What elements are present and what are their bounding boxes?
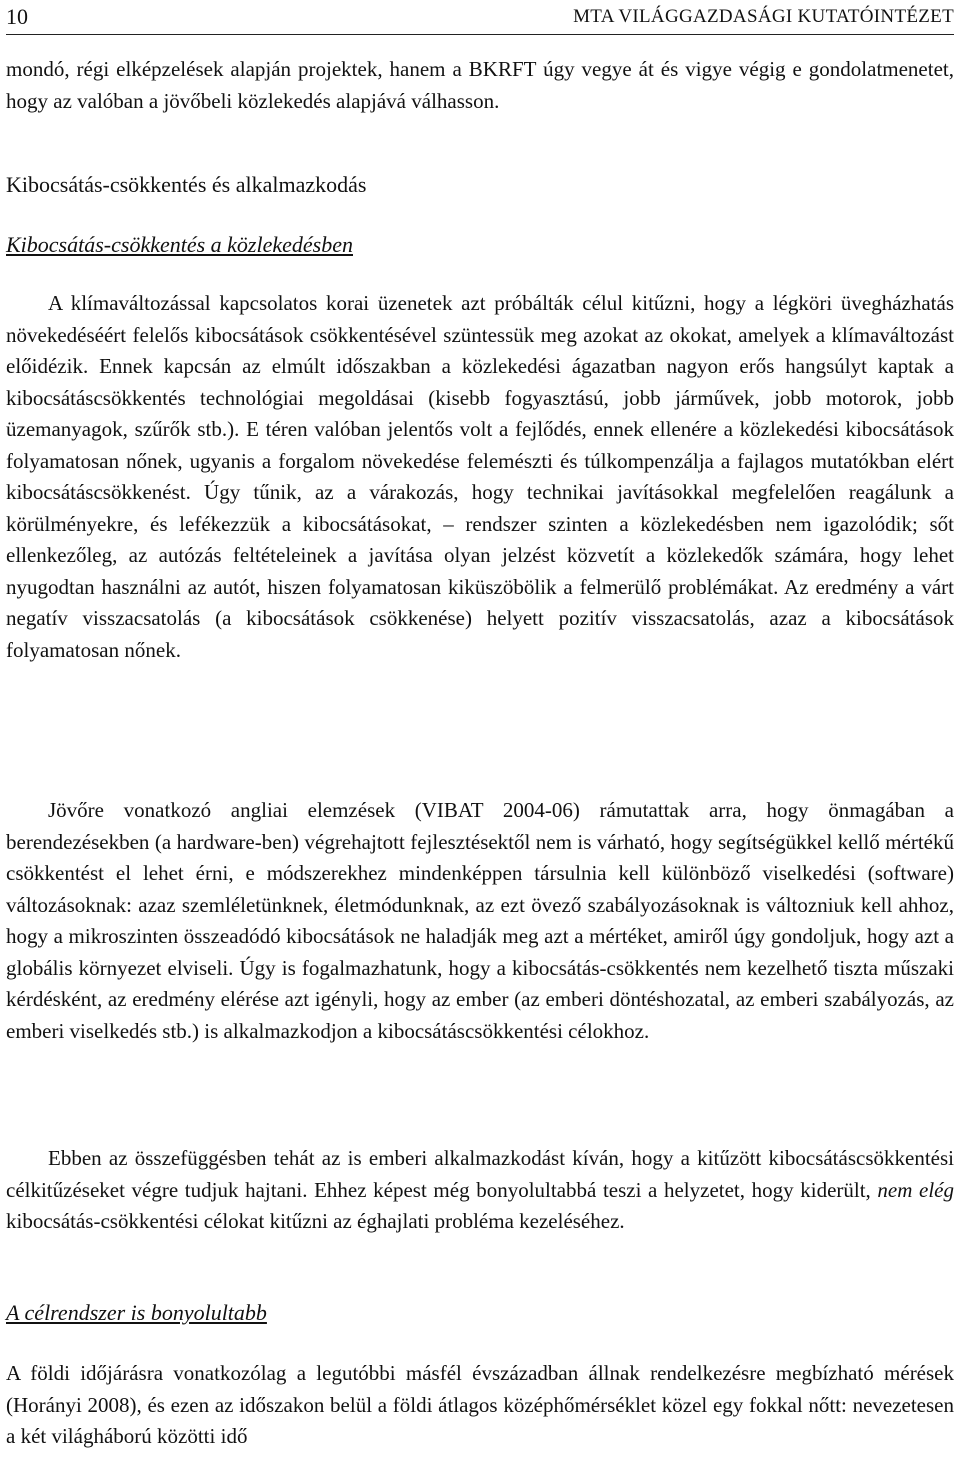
paragraph-2-text: Jövőre vonatkozó angliai elemzések (VIBAT 2004-06) rámutattak arra, hogy önmagában a berendezésekben (a hardware-ben) végrehajtott fejlesztésektől nem is várható, hogy segítségükkel kellő mértékű csökkentést el lehet érni, e módszerekhez mindenképpen társulnia kell különböző viselkedési (software) változásoknak: azaz szemléletünknek, életmódunknak, az ezt övező szabályozásoknak is változniuk kell ahhoz, hogy a mikroszinten összeadódó kibocsátások ne haladják meg azt a mértéket, amiről úgy gondoljuk, hogy azt a globális környezet elviseli. Úgy is fogalmazhatunk, hogy a kibocsátás-csökkentés nem kezelhető tiszta műszaki kérdésként, az eredmény elérése azt igényli, hogy az ember (az emberi döntéshozatal, az emberi szabályozás, az emberi viselkedés stb.) is alkalmazkodjon a kibocsátáscsökkentési célokhoz. (6, 798, 954, 1043)
running-head: MTA VILÁGGAZDASÁGI KUTATÓINTÉZET (573, 6, 954, 27)
section-title: Kibocsátás-csökkentés és alkalmazkodás (6, 172, 367, 197)
page-header (6, 0, 954, 35)
paragraph-3-before: Ebben az összefüggésben tehát az is emberi alkalmazkodást kíván, hogy a kitűzött kibocsátáscsökkentési célkitűzéseket végre tudjuk hajtani. Ehhez képest még bonyolultabbá teszi a helyzetet, hogy kiderült, (6, 1146, 954, 1202)
subsection-title: Kibocsátás-csökkentés a közlekedésben (6, 232, 353, 257)
paragraph-3 (6, 1143, 954, 1238)
paragraph-3-text (6, 1143, 954, 1238)
paragraph-3-emphasis: nem elég (877, 1177, 954, 1202)
paragraph-1 (6, 288, 954, 666)
paragraph-2 (6, 795, 954, 1047)
paragraph-4-text: A földi időjárásra vonatkozólag a legutóbbi másfél évszázadban állnak rendelkezésre megbízható mérések (Horányi 2008), és ezen az időszakon belül a földi átlagos középhőmérséklet közel egy fokkal nőtt: nevezetesen a két világháború közötti idő (6, 1361, 954, 1448)
paragraph-4 (6, 1358, 954, 1453)
intro-paragraph (6, 54, 954, 117)
paragraph-1-text: A klímaváltozással kapcsolatos korai üzenetek azt próbálták célul kitűzni, hogy a légköri üvegházhatás növekedéséért felelős kibocsátások csökkentésével szüntessük meg azokat az okokat, amelyek a klímaváltozást előidézik. Ennek kapcsán az elmúlt időszakban a közlekedési ágazatban nagyon erős hangsúlyt kaptak a kibocsátáscsökkentés technológiai megoldásai (kisebb fogyasztású, jobb járművek, jobb motorok, jobb üzemanyagok, szűrők stb.). E téren valóban jelentős volt a fejlődés, ennek ellenére a közlekedési kibocsátások folyamatosan nőnek, ugyanis a forgalom növekedése felemészti és túlkompenzálja a fajlagos mutatókban elért kibocsátáscsökkenést. Úgy tűnik, az a várakozás, hogy technikai javításokkal megfelelően reagálunk a körülményekre, és lefékezzük a kibocsátásokat, – rendszer szinten a közlekedésben nem igazolódik; sőt ellenkezőleg, az autózás feltételeinek a javítása olyan jelzést közvetít a közlekedők számára, hogy lehet nyugodtan használni az autót, hiszen folyamatosan kiküszöbölik a felmerülő problémákat. Az eredmény a várt negatív visszacsatolás (a kibocsátások csökkenése) helyett pozitív visszacsatolás, azaz a kibocsátások folyamatosan nőnek. (6, 291, 954, 662)
page-number: 10 (6, 4, 28, 29)
paragraph-3-after: kibocsátás-csökkentési célokat kitűzni az éghajlati probléma kezeléséhez. (6, 1209, 625, 1233)
subsection-2-title: A célrendszer is bonyolultabb (6, 1300, 267, 1325)
intro-text: mondó, régi elképzelések alapján projektek, hanem a BKRFT úgy vegye át és vigye végig e gondolatmenetet, hogy az valóban a jövőbeli közlekedés alapjává válhasson. (6, 57, 954, 113)
